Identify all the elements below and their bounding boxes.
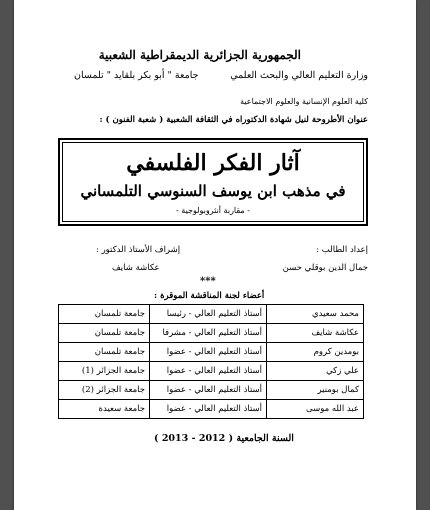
table-row [59, 343, 364, 362]
committee-heading: أعضاء لجنة المناقشة الموقرة : [154, 291, 265, 301]
member-university: جامعة تلمسان [59, 343, 150, 362]
member-rank: أستاذ التعليم العالي - مشرفا [150, 324, 267, 343]
member-university: جامعة تلمسان [59, 305, 150, 324]
supervisor-name: عكاشة شايف [112, 263, 160, 273]
table-row [59, 324, 364, 343]
member-university: جامعة تلمسان [59, 324, 150, 343]
member-rank: أستاذ التعليم العالي - عضوا [150, 400, 267, 419]
member-name: كمال بومنير [267, 381, 364, 400]
member-name: عبد الله موسى [267, 400, 364, 419]
thesis-title: آثار الفكر الفلسفي [126, 150, 300, 176]
table-row [59, 381, 364, 400]
member-rank: أستاذ التعليم العالي - عضوا [150, 381, 267, 400]
member-name: عكاشة شايف [267, 324, 364, 343]
member-rank: أستاذ التعليم العالي - عضوا [150, 362, 267, 381]
member-university: جامعة الجزائر (2) [59, 381, 150, 400]
table-row [59, 400, 364, 419]
thesis-approach: - مقاربة أنثروبولوجية - [176, 206, 250, 215]
separator: *** [200, 276, 216, 287]
supervisor-label: إشراف الأستاذ الدكتور : [96, 245, 181, 255]
ministry-line: وزارة التعليم العالي والبحث العلمي [230, 70, 368, 81]
faculty-line: كلية العلوم الإنسانية والعلوم الاجتماعية [240, 97, 368, 106]
student-name: جمال الدين بوقلي حسن [282, 263, 368, 273]
document-page [14, 0, 416, 510]
academic-year: السنة الجامعية ( 2012 - 2013 ) [154, 433, 294, 444]
member-name: بومدين كروم [267, 343, 364, 362]
member-university: جامعة سعيدة [59, 400, 150, 419]
university-line: جامعة " أبو بكر بلقايد " تلمسان [74, 70, 199, 81]
member-university: جامعة الجزائر (1) [59, 362, 150, 381]
thesis-subtitle: في مذهب ابن يوسف السنوسي التلمساني [80, 182, 346, 200]
thesis-line: عنوان الأطروحة لنيل شهادة الدكتوراه في الثقافة الشعبية ( شعبة الفنون ) : [99, 115, 368, 125]
member-rank: أستاذ التعليم العالي - عضوا [150, 343, 267, 362]
committee-table [58, 304, 364, 419]
title-box [58, 138, 368, 226]
student-label: إعداد الطالب : [316, 245, 368, 255]
member-name: محمد سعيدي [267, 305, 364, 324]
table-row [59, 305, 364, 324]
member-name: علي زكي [267, 362, 364, 381]
table-row [59, 362, 364, 381]
member-rank: أستاذ التعليم العالي - رئيسا [150, 305, 267, 324]
republic-heading: الجمهورية الجزائرية الديمقراطية الشعبية [98, 48, 301, 62]
